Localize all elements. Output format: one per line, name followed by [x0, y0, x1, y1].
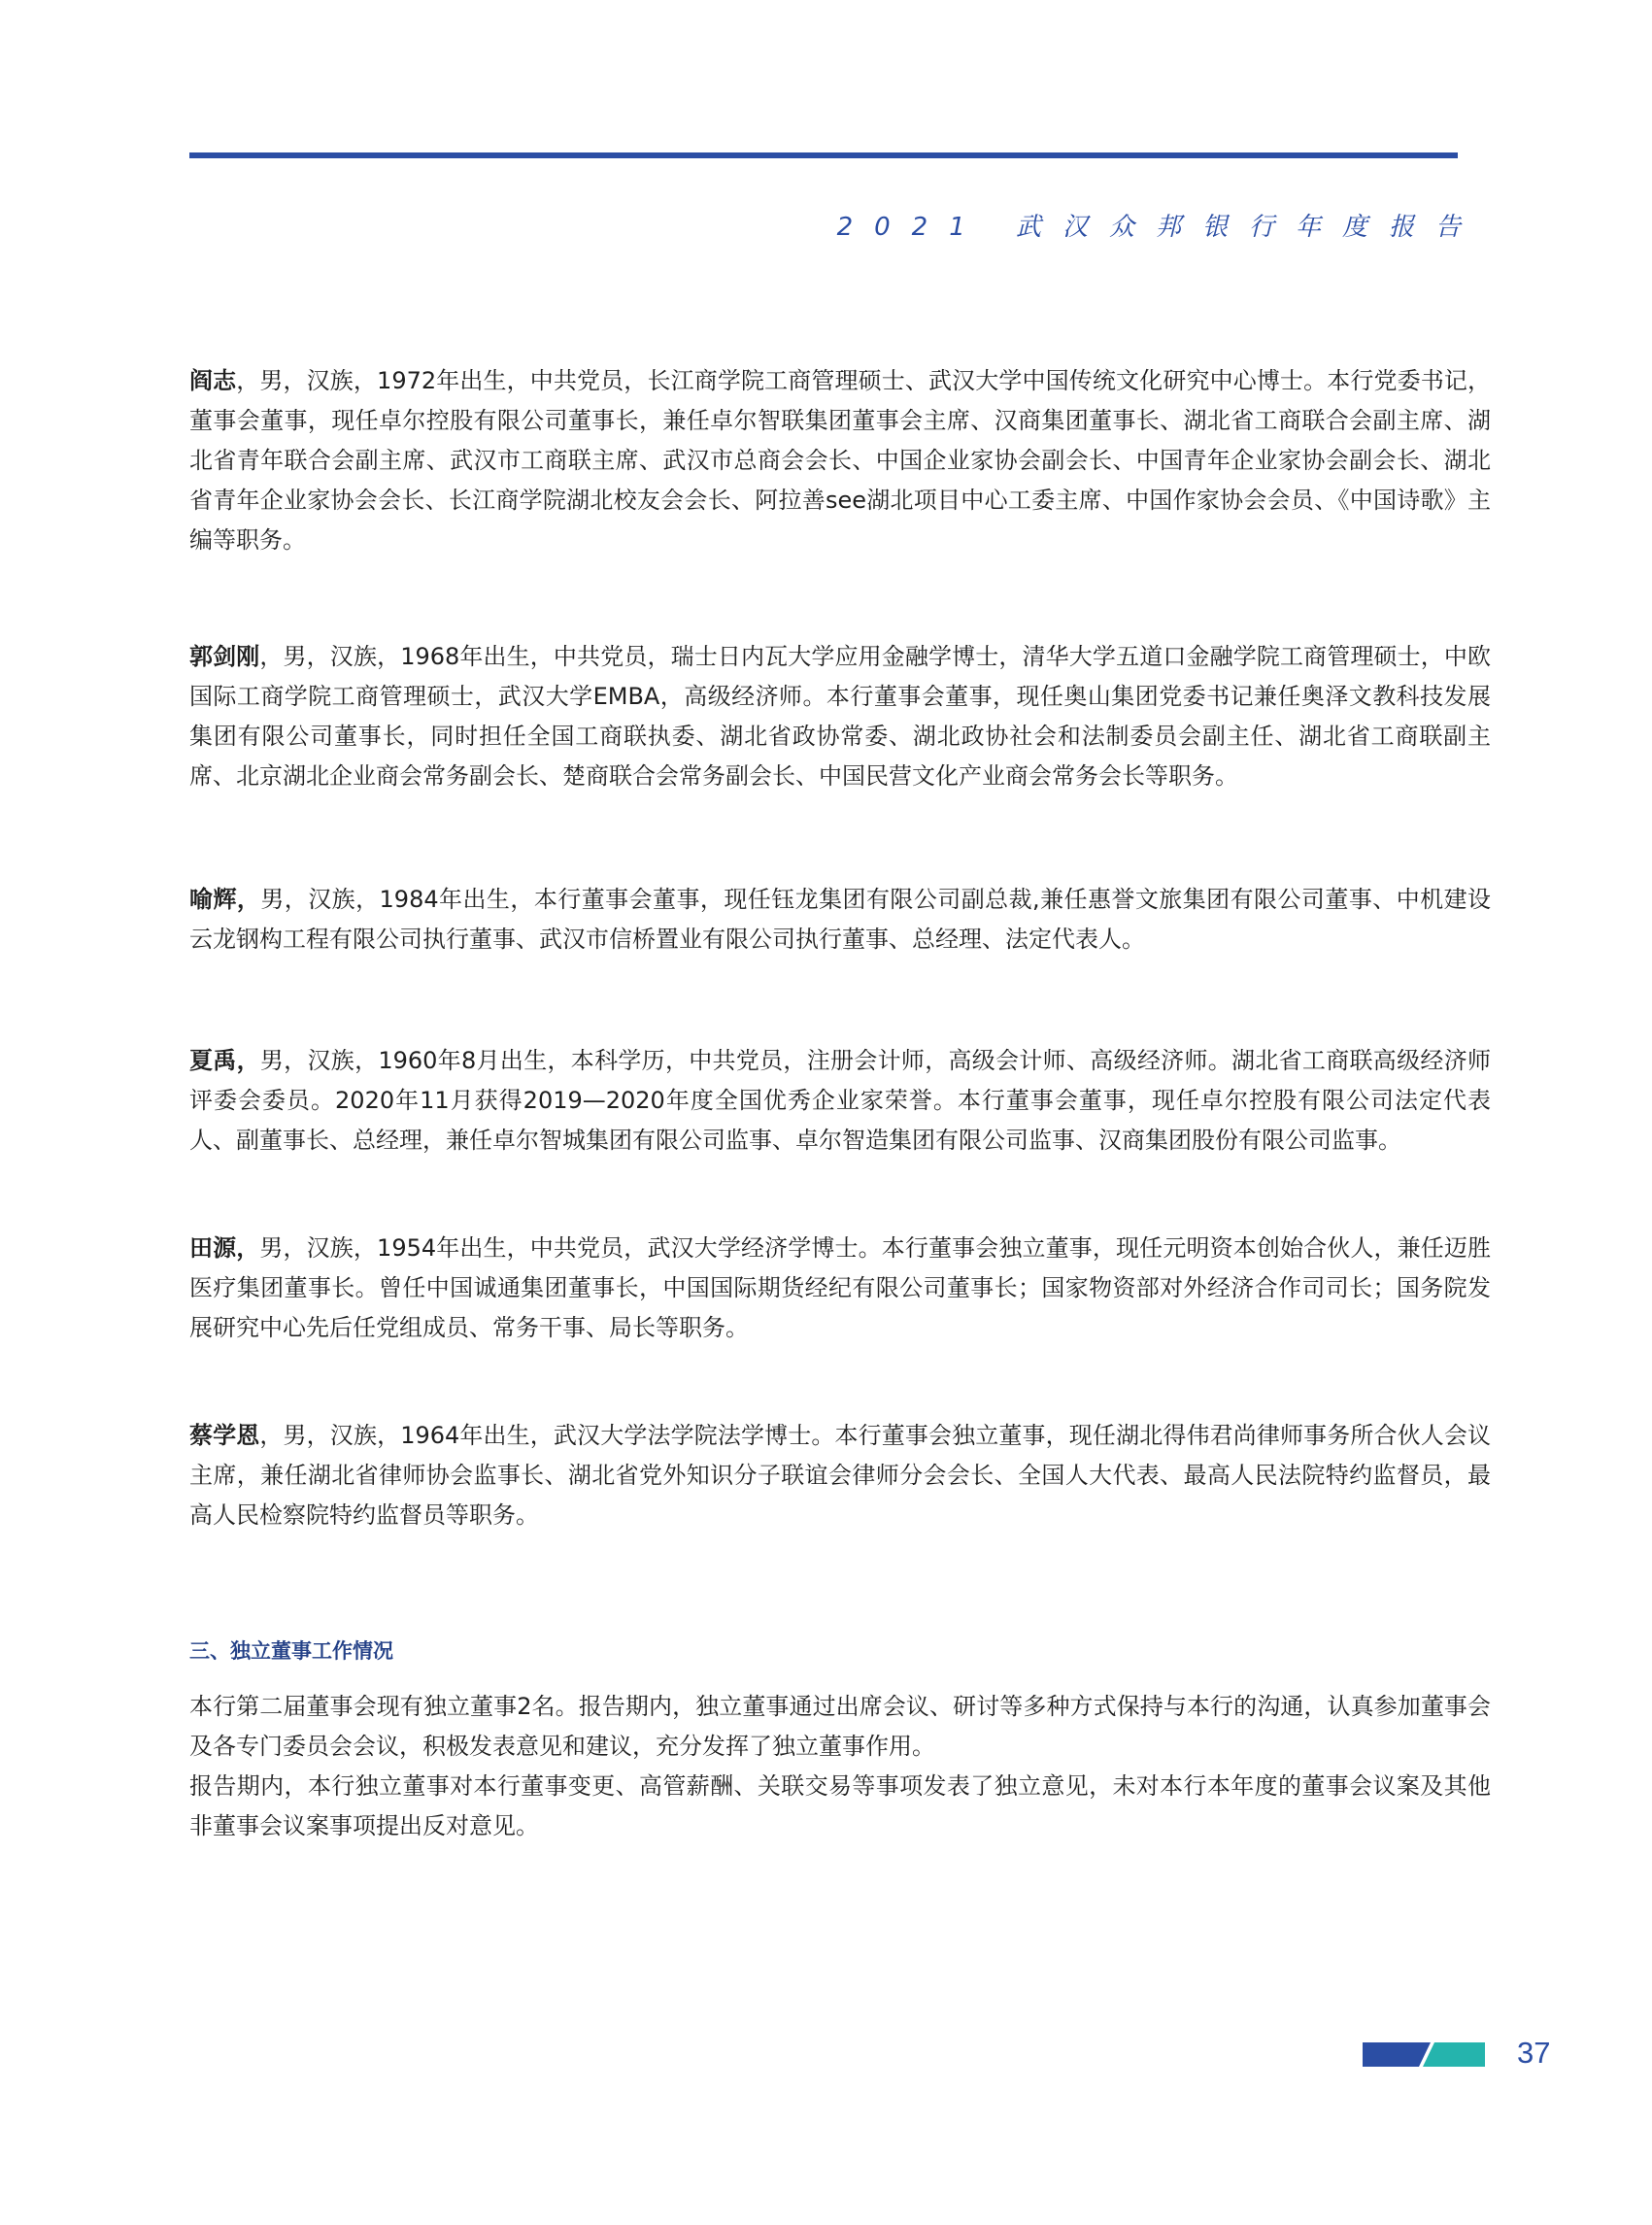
section-body — [189, 1687, 1491, 1846]
section-paragraph: 本行第二届董事会现有独立董事2名。报告期内，独立董事通过出席会议、研讨等多种方式保持与本行的沟通，认真参加董事会及各专门委员会会议，积极发表意见和建议，充分发挥了独立董事作用。 — [189, 1693, 1491, 1760]
page-number: 37 — [1517, 2036, 1551, 2070]
bio-text: 男，汉族，1960年8月出生，本科学历，中共党员，注册会计师，高级会计师、高级经济师。湖北省工商联高级经济师评委会委员。2020年11月获得2019—2020年度全国优秀企业家荣誉。本行董事会董事，现任卓尔控股有限公司法定代表人、副董事长、总经理，兼任卓尔智城集团有限公司监事、卓尔智造集团有限公司监事、汉商集团股份有限公司监事。 — [189, 1047, 1491, 1154]
bio-text: 男，汉族，1984年出生，本行董事会董事，现任钰龙集团有限公司副总裁,兼任惠誉文旅集团有限公司董事、中机建设云龙钢构工程有限公司执行董事、武汉市信桥置业有限公司执行董事、总经理、法定代表人。 — [189, 886, 1492, 953]
bio-name: 蔡学恩 — [189, 1422, 260, 1449]
bio-paragraph — [189, 880, 1491, 960]
bio-name: 喻辉 — [189, 886, 237, 913]
footer-bar-blue-segment — [1363, 2042, 1431, 2067]
section-heading: 三、独立董事工作情况 — [189, 1639, 393, 1663]
bio-separator: ， — [259, 643, 284, 670]
main-content — [189, 361, 1491, 1846]
footer-accent-bar — [1363, 2042, 1485, 2067]
bio-name: 夏禹 — [189, 1047, 237, 1074]
bio-separator: ， — [236, 1047, 260, 1074]
bio-paragraph — [189, 361, 1491, 560]
bio-separator: ， — [236, 886, 261, 913]
bio-text: 男，汉族，1972年出生，中共党员，长江商学院工商管理硕士、武汉大学中国传统文化研究中心博士。本行党委书记，董事会董事，现任卓尔控股有限公司董事长，兼任卓尔智联集团董事会主席、汉商集团董事长、湖北省工商联合会副主席、湖北省青年联合会副主席、武汉市工商联主席、武汉市总商会会长、中国企业家协会副会长、中国青年企业家协会副会长、湖北省青年企业家协会会长、长江商学院湖北校友会会长、阿拉善see湖北项目中心工委主席、中国作家协会会员、《中国诗歌》主编等职务。 — [189, 367, 1492, 554]
footer-bar-teal-segment — [1423, 2042, 1485, 2067]
bio-separator: ， — [236, 367, 260, 394]
header-rule — [189, 152, 1458, 158]
bio-name: 田源 — [189, 1234, 237, 1262]
section-paragraph: 报告期内，本行独立董事对本行董事变更、高管薪酬、关联交易等事项发表了独立意见，未对本行本年度的董事会议案及其他非董事会议案事项提出反对意见。 — [189, 1772, 1491, 1839]
bio-paragraph — [189, 1041, 1491, 1161]
bio-paragraph — [189, 1416, 1491, 1535]
bio-separator: ， — [236, 1234, 260, 1262]
bio-text: 男，汉族，1954年出生，中共党员，武汉大学经济学博士。本行董事会独立董事，现任元明资本创始合伙人，兼任迈胜医疗集团董事长。曾任中国诚通集团董事长，中国国际期货经纪有限公司董事长；国家物资部对外经济合作司司长；国务院发展研究中心先后任党组成员、常务干事、局长等职务。 — [189, 1234, 1492, 1341]
bio-paragraph — [189, 637, 1491, 796]
bio-name: 阎志 — [189, 367, 237, 394]
bio-separator: ， — [259, 1422, 284, 1449]
bio-text: 男，汉族，1964年出生，武汉大学法学院法学博士。本行董事会独立董事，现任湖北得伟君尚律师事务所合伙人会议主席，兼任湖北省律师协会监事长、湖北省党外知识分子联谊会律师分会会长、全国人大代表、最高人民法院特约监督员，最高人民检察院特约监督员等职务。 — [189, 1422, 1492, 1529]
running-header: 2021 武汉众邦银行年度报告 — [836, 213, 1482, 242]
bio-name: 郭剑刚 — [189, 643, 260, 670]
bio-paragraph — [189, 1229, 1491, 1348]
bio-text: 男，汉族，1968年出生，中共党员，瑞士日内瓦大学应用金融学博士，清华大学五道口金融学院工商管理硕士，中欧国际工商学院工商管理硕士，武汉大学EMBA，高级经济师。本行董事会董事，现任奥山集团党委书记兼任奥泽文教科技发展集团有限公司董事长，同时担任全国工商联执委、湖北省政协常委、湖北政协社会和法制委员会副主任、湖北省工商联副主席、北京湖北企业商会常务副会长、楚商联合会常务副会长、中国民营文化产业商会常务会长等职务。 — [189, 643, 1492, 790]
